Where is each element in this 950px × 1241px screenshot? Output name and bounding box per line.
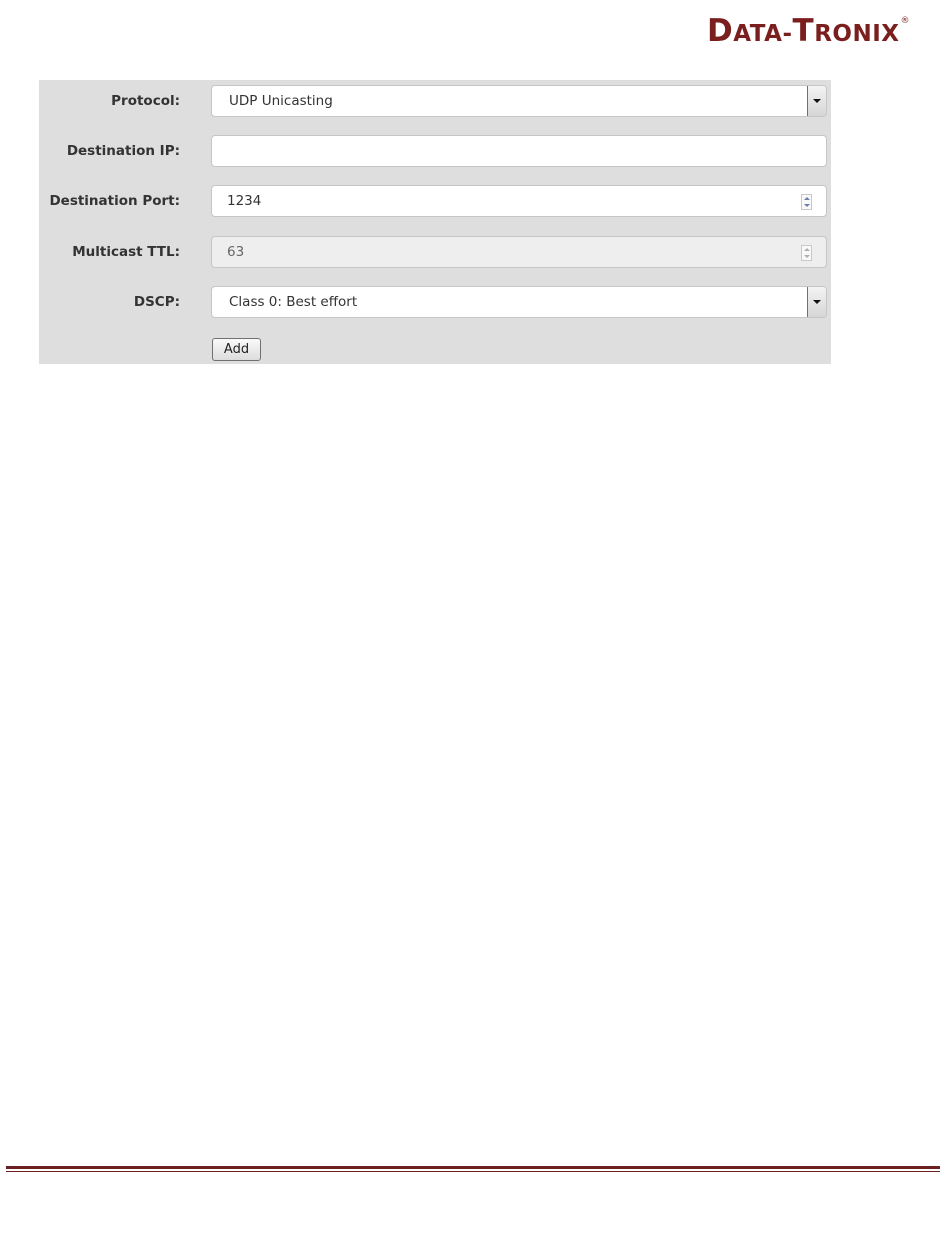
dscp-select[interactable] [211,286,827,318]
destination-ip-input[interactable] [211,135,827,167]
udp-destination-form [39,80,831,364]
number-spinner-icon [801,245,812,261]
registered-mark: ® [900,16,910,26]
destination-ip-label: Destination IP: [66,143,180,159]
logo-letter: D [707,13,734,49]
logo-letters: ATA- [733,21,793,47]
dscp-label: DSCP: [133,294,180,310]
destination-port-value: 1234 [227,193,262,209]
protocol-selected-value: UDP Unicasting [229,93,333,109]
footer-rule [6,1166,940,1173]
multicast-ttl-label: Multicast TTL: [72,244,180,260]
multicast-ttl-value: 63 [227,244,245,260]
destination-port-input[interactable] [211,185,827,217]
chevron-down-icon[interactable] [807,86,826,116]
brand-logo [707,13,910,49]
number-spinner-icon[interactable] [801,194,812,210]
multicast-ttl-row [39,235,831,269]
multicast-ttl-input [211,236,827,268]
protocol-row [39,84,831,118]
dscp-row [39,285,831,319]
protocol-select[interactable] [211,85,827,117]
logo-letters: RONIX [814,21,900,47]
add-button[interactable]: Add [212,338,261,361]
destination-port-row [39,184,831,218]
chevron-down-icon[interactable] [807,287,826,317]
dscp-selected-value: Class 0: Best effort [229,294,358,310]
protocol-label: Protocol: [111,93,180,109]
logo-letter: T [792,13,815,49]
destination-port-label: Destination Port: [49,193,180,209]
destination-ip-row [39,134,831,168]
